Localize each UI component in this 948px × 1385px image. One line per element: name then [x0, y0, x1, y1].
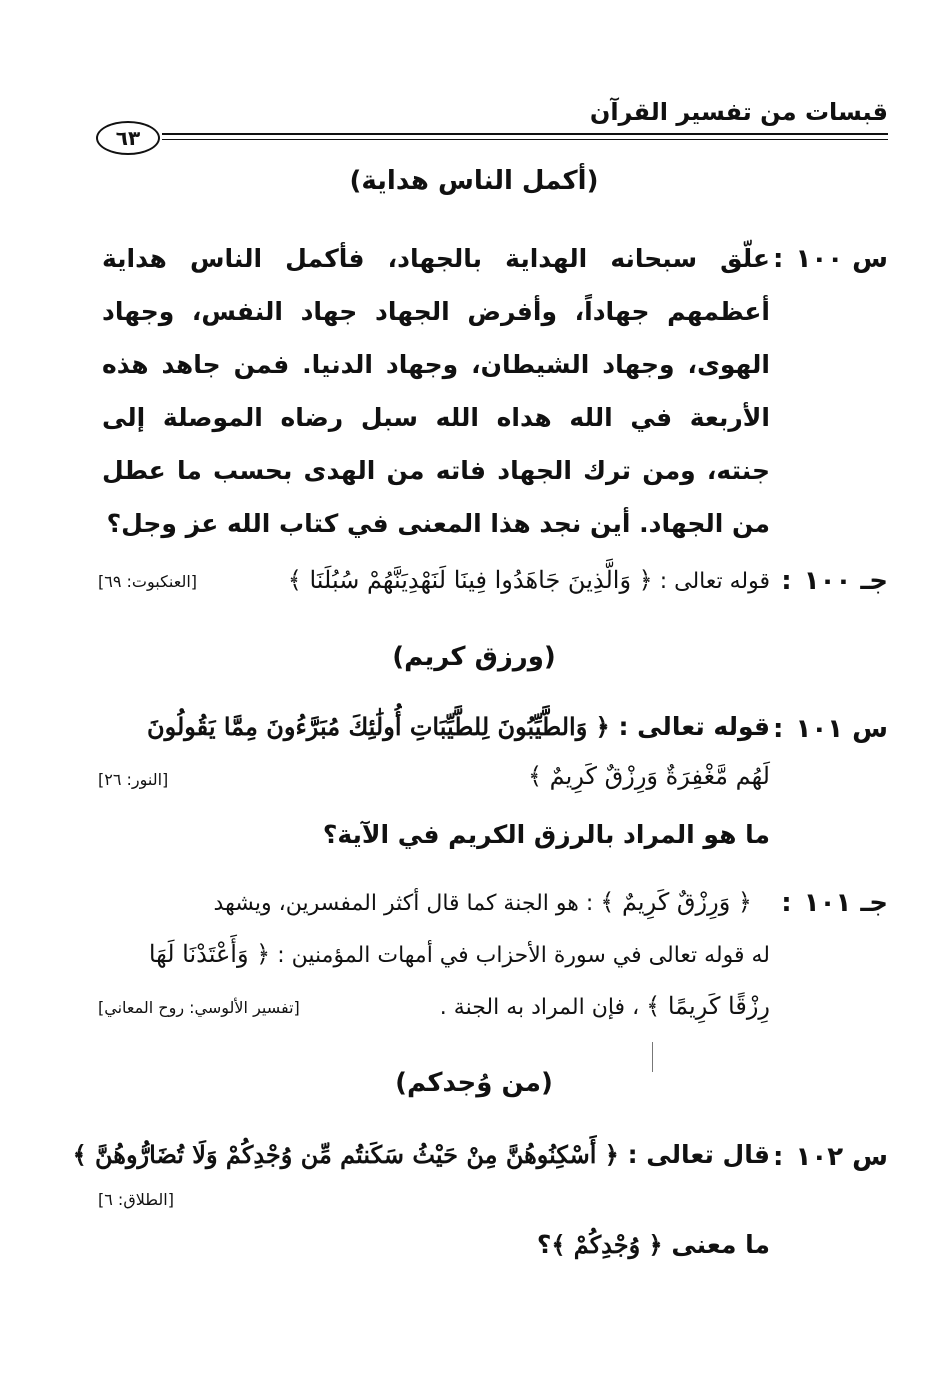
- quran-verse: ﴿ وَأَعْتَدْنَا لَهَا: [148, 940, 271, 968]
- quran-verse: ﴿ أَسْكِنُوهُنَّ مِنْ حَيْثُ سَكَنتُم مِّن وُجْدِكُمْ وَلَا تُضَارُّوهُنَّ ﴾: [72, 1140, 619, 1169]
- answer-number: جـ ١٠٠: [803, 566, 888, 596]
- verse-reference: [العنكبوت: ٦٩]: [98, 572, 198, 591]
- section-title-guidance: (أكمل الناس هداية): [349, 166, 599, 196]
- question-number: س ١٠١: [795, 714, 888, 744]
- question-verse-102: [72, 1140, 770, 1170]
- header-rule-top: [162, 133, 888, 135]
- answer-label-100: [781, 566, 888, 596]
- quran-verse: رِزْقًا كَرِيمًا ﴾: [646, 992, 770, 1020]
- answer-label-101: [781, 888, 888, 918]
- question-verse-line1-101: [102, 712, 770, 742]
- label-colon: :: [773, 1142, 784, 1172]
- section-title-generous-provision: (ورزق كريم): [392, 642, 556, 672]
- verse-reference: [النور: ٢٦]: [98, 770, 169, 789]
- answer-text: ، فإن المراد به الجنة .: [439, 995, 640, 1020]
- answer-number: جـ ١٠١: [803, 888, 888, 918]
- answer-line1-101: [102, 888, 752, 917]
- question-text-101: ما هو المراد بالرزق الكريم في الآية؟: [322, 820, 770, 849]
- question-intro: قال تعالى :: [627, 1140, 770, 1169]
- question-text: ما معنى: [671, 1230, 770, 1259]
- answer-text: : هو الجنة كما قال أكثر المفسرين، ويشهد: [213, 891, 594, 916]
- answer-line-100: [102, 566, 770, 595]
- question-verse-line2-101: [102, 762, 770, 791]
- header-rule-bottom: [162, 139, 888, 140]
- question-mark: ؟: [536, 1230, 552, 1259]
- verse-reference: [الطلاق: ٦]: [98, 1190, 174, 1209]
- quran-verse: لَهُم مَّغْفِرَةٌ وَرِزْقٌ كَرِيمٌ ﴾: [527, 762, 770, 790]
- quran-verse: ﴿ وُجْدِكُمْ ﴾: [551, 1230, 663, 1259]
- tafsir-reference: [تفسير الألوسي: روح المعاني]: [98, 998, 300, 1017]
- label-colon: :: [781, 888, 792, 918]
- quran-verse: ﴿ وَالَّذِينَ جَاهَدُوا فِينَا لَنَهْدِيَنَّهُمْ سُبُلَنَا ﴾: [287, 566, 653, 594]
- book-title: قبسات من تفسير القرآن: [589, 98, 888, 126]
- section-title-means: (من وُجدكم): [395, 1068, 553, 1098]
- quran-verse: ﴿ وَرِزْقٌ كَرِيمٌ ﴾: [600, 888, 752, 916]
- question-number: س ١٠٠: [795, 244, 888, 274]
- question-intro: قوله تعالى :: [618, 712, 770, 741]
- question-label-100: [773, 244, 888, 274]
- question-label-101: [773, 714, 888, 744]
- question-number: س ١٠٢: [795, 1142, 888, 1172]
- question-label-102: [773, 1142, 888, 1172]
- label-colon: :: [773, 244, 784, 274]
- answer-intro: قوله تعالى :: [659, 569, 770, 594]
- page-number: ٦٣: [96, 121, 160, 155]
- answer-line2-101: [102, 940, 770, 969]
- question-text-102: [102, 1230, 770, 1260]
- quran-verse: ﴿ وَالطَّيِّبُونَ لِلطَّيِّبَاتِ أُولَٰئِكَ مُبَرَّءُونَ مِمَّا يَقُولُونَ: [146, 712, 610, 741]
- question-text-100: علّق سبحانه الهداية بالجهاد، فأكمل الناس هداية أعظمهم جهاداً، وأفرض الجهاد جهاد النفس، وجهاد الهوى، وجهاد الشيطان، وجهاد الدنيا. فمن جاهد هذه الأربعة في الله هداه الله سبل رضاه الموصلة إلى جنته، ومن ترك الجهاد فاته من الهدى بحسب ما عطل من الجهاد. أين نجد هذا المعنى في كتاب الله عز وجل؟: [102, 244, 770, 538]
- answer-text: له قوله تعالى في سورة الأحزاب في أمهات المؤمنين :: [277, 943, 770, 968]
- label-colon: :: [781, 566, 792, 596]
- label-colon: :: [773, 714, 784, 744]
